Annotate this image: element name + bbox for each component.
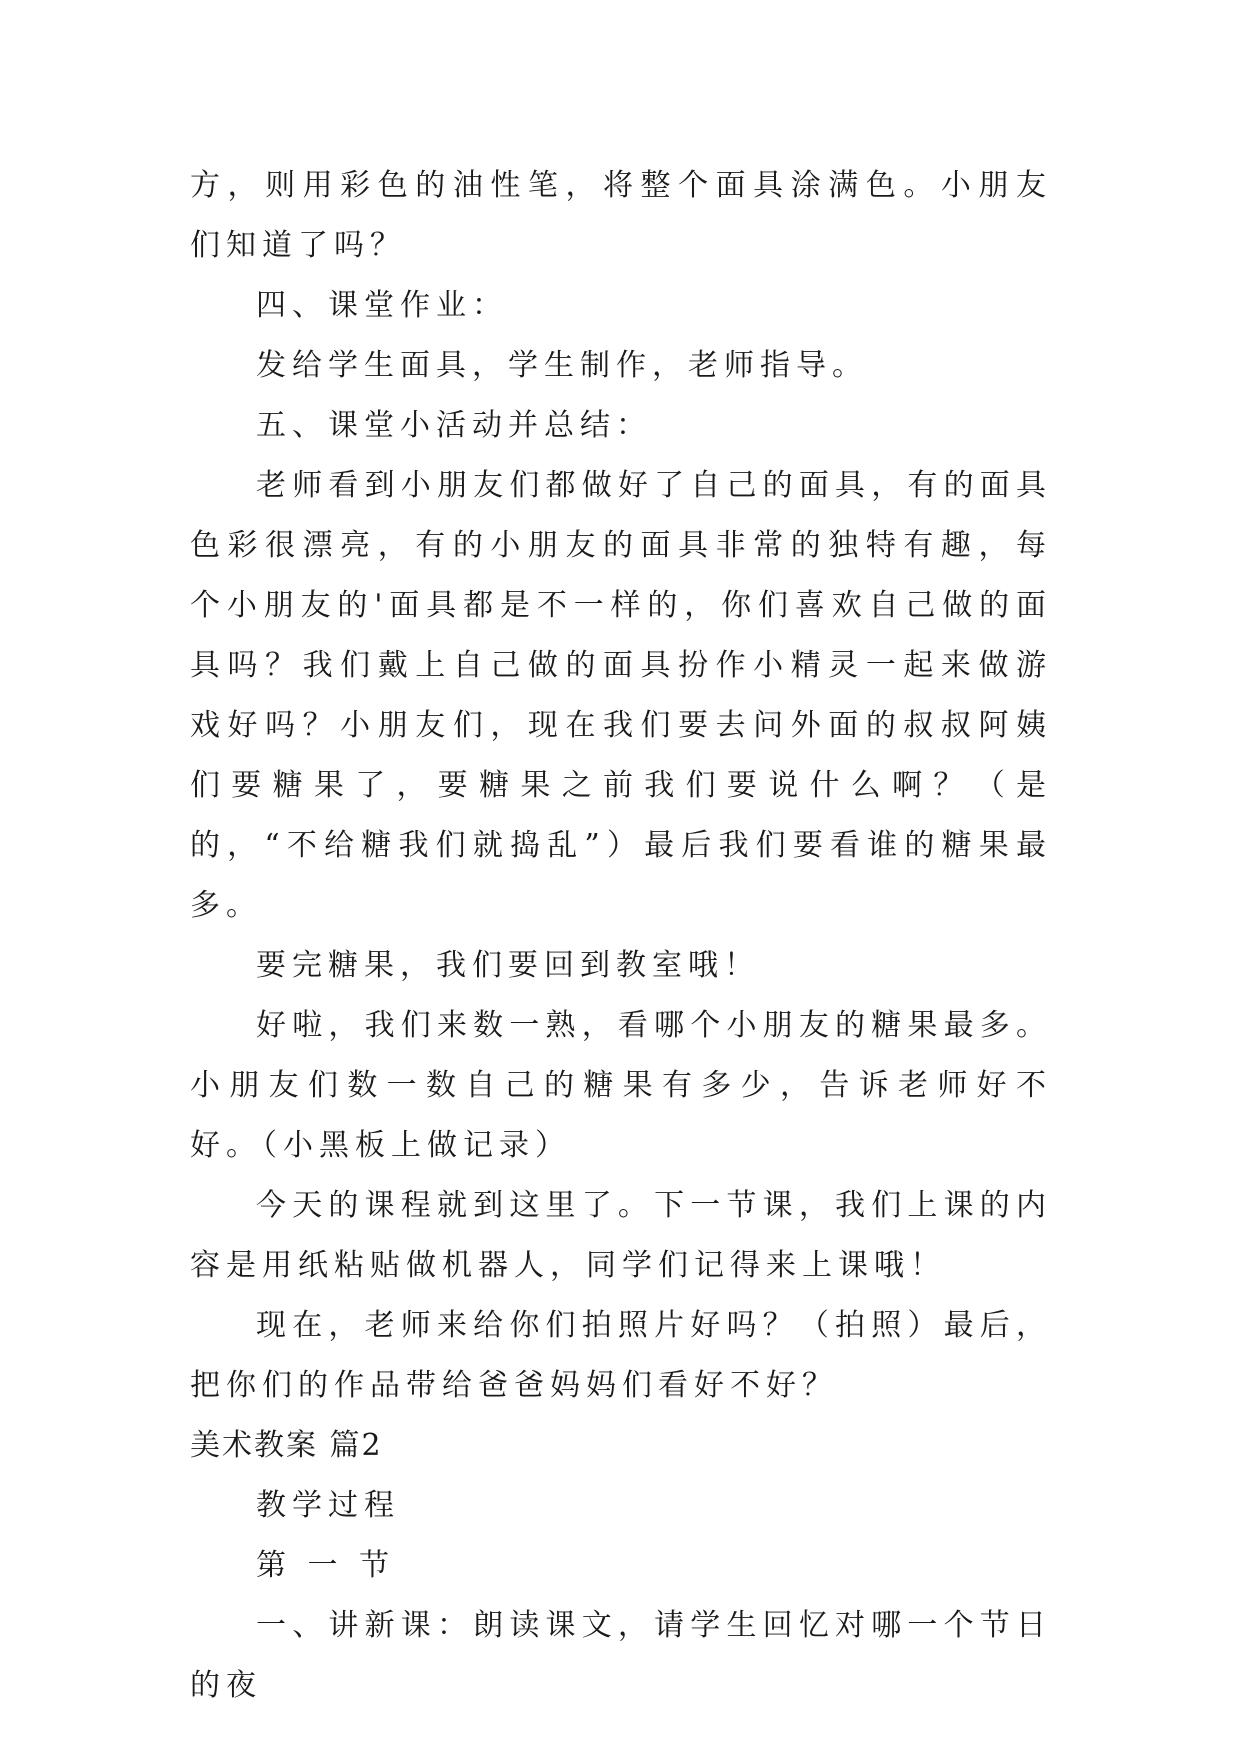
- paragraph-homework: 发给学生面具，学生制作，老师指导。: [256, 348, 868, 383]
- section-heading-process: 教学过程: [256, 1488, 400, 1523]
- paragraph-counting-candy: 好啦，我们来数一熟，看哪个小朋友的糖果最多。小朋友们数一数自己的糖果有多少，告诉老师好不好。（小黑板上做记录）: [190, 1008, 1052, 1163]
- paragraph-back-to-class: 要完糖果，我们要回到教室哦！: [256, 948, 760, 983]
- lesson-plan-title: 美术教案 篇2: [190, 1428, 383, 1463]
- paragraph-photos: 现在，老师来给你们拍照片好吗？（拍照）最后，把你们的作品带给爸爸妈妈们看好不好？: [190, 1308, 1052, 1403]
- paragraph-next-lesson: 今天的课程就到这里了。下一节课，我们上课的内容是用纸粘贴做机器人，同学们记得来上课哦！: [190, 1188, 1052, 1283]
- paragraph-mask-coloring: 方，则用彩色的油性笔，将整个面具涂满色。小朋友们知道了吗？: [190, 168, 1052, 263]
- document-body: [190, 156, 1052, 1716]
- section-heading-first-section: 第 一 节: [256, 1548, 396, 1583]
- paragraph-activity: 老师看到小朋友们都做好了自己的面具，有的面具色彩很漂亮，有的小朋友的面具非常的独特有趣，每个小朋友的'面具都是不一样的，你们喜欢自己做的面具吗？我们戴上自己做的面具扮作小精灵一起来做游戏好吗？小朋友们，现在我们要去问外面的叔叔阿姨们要糖果了，要糖果之前我们要说什么啊？（是的，“不给糖我们就捣乱”）最后我们要看谁的糖果最多。: [190, 468, 1052, 923]
- section-heading-activity: 五、课堂小活动并总结：: [256, 408, 652, 443]
- paragraph-new-lesson: 一、讲新课：朗读课文，请学生回忆对哪一个节日的夜: [190, 1608, 1052, 1703]
- section-heading-homework: 四、课堂作业：: [256, 288, 508, 323]
